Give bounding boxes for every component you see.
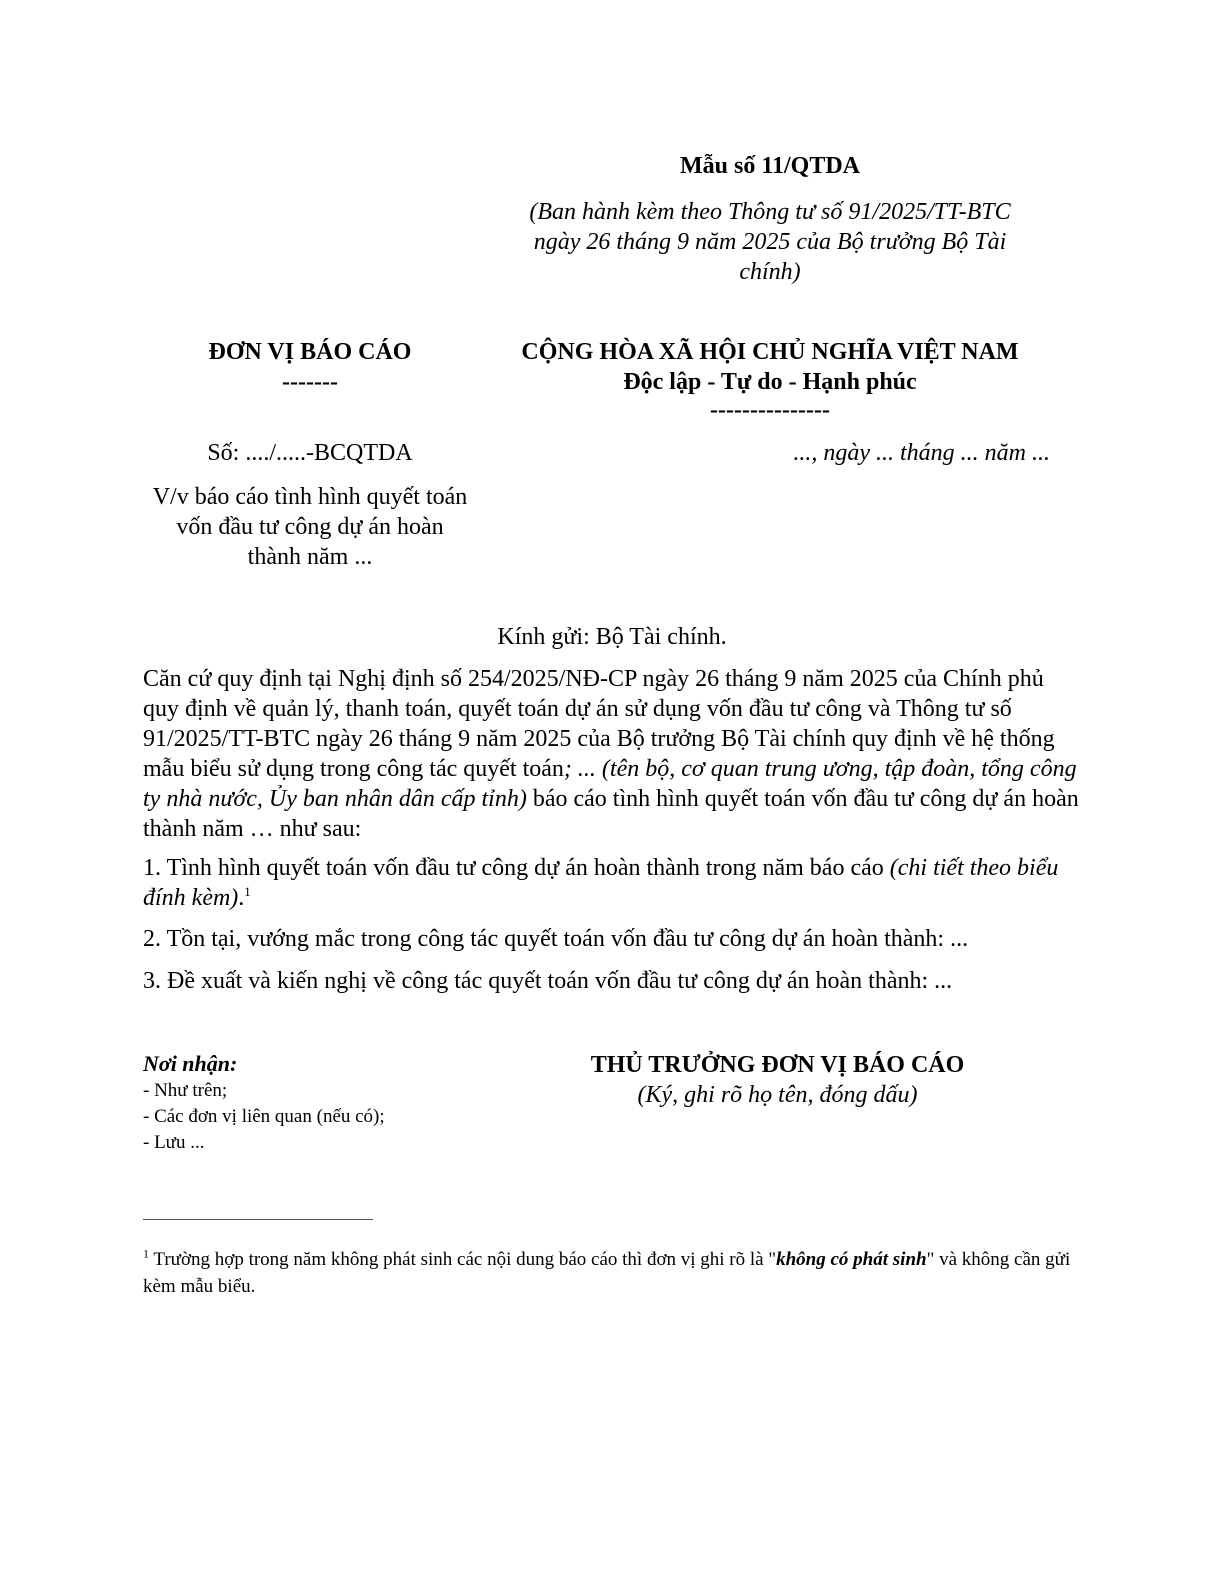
body-paragraph: [143, 664, 1081, 844]
nation-motto: Độc lập - Tự do - Hạnh phúc: [623, 369, 917, 395]
footnote: [143, 1246, 1083, 1300]
report-item-1: [143, 853, 1081, 913]
body-tail-text: báo cáo tình hình quyết toán vốn đầu tư công dự án hoàn thành năm … như sau:: [143, 786, 1079, 842]
reporting-unit-separator: -------: [282, 369, 338, 395]
document-subject: V/v báo cáo tình hình quyết toán vốn đầu tư công dự án hoàn thành năm ...: [152, 484, 468, 570]
footnote-emphasis: không có phát sinh: [776, 1249, 927, 1270]
signer-title: THỦ TRƯỞNG ĐƠN VỊ BÁO CÁO: [590, 1052, 965, 1078]
footnote-text: Trường hợp trong năm không phát sinh các nội dung báo cáo thì đơn vị ghi rõ là ": [149, 1249, 777, 1270]
reporting-unit-name: ĐƠN VỊ BÁO CÁO: [208, 339, 412, 365]
report-item-2: 2. Tồn tại, vướng mắc trong công tác quyết toán vốn đầu tư công dự án hoàn thành: ...: [143, 926, 969, 952]
place-date: ..., ngày ... tháng ... năm ...: [793, 440, 1050, 466]
signer-block: [540, 1050, 1015, 1110]
item-1-end: .: [238, 885, 245, 911]
footnote-mark: 1: [143, 1246, 149, 1261]
item-1-text: 1. Tình hình quyết toán vốn đầu tư công dự án hoàn thành trong năm báo cáo: [143, 855, 890, 881]
receiver-item: - Như trên;: [143, 1080, 228, 1101]
reporting-unit-block: [150, 337, 470, 397]
issuance-note: (Ban hành kèm theo Thông tư số 91/2025/TT-BTC ngày 26 tháng 9 năm 2025 của Bộ trưởng Bộ Tài chính): [529, 199, 1011, 285]
signer-note: (Ký, ghi rõ họ tên, đóng dấu): [637, 1082, 918, 1108]
footnote-reference[interactable]: 1: [244, 884, 251, 899]
report-item-3: 3. Đề xuất và kiến nghị về công tác quyết toán vốn đầu tư công dự án hoàn thành: ...: [143, 968, 953, 994]
nation-name: CỘNG HÒA XÃ HỘI CHỦ NGHĨA VIỆT NAM: [521, 339, 1019, 365]
nation-separator: ---------------: [710, 397, 830, 423]
document-number: Số: ..../.....-BCQTDA: [207, 440, 413, 466]
item-1-italic: (chi tiết theo biểu đính kèm): [143, 855, 1059, 911]
receiver-item: - Lưu ...: [143, 1132, 205, 1153]
form-number: Mẫu số 11/QTDA: [679, 153, 861, 179]
footnote-separator: [143, 1219, 373, 1220]
footnote-text-end: " và không cần gửi kèm mẫu biểu.: [143, 1249, 1071, 1297]
receivers-block: [143, 1050, 503, 1156]
body-italic-text: ; ... (tên bộ, cơ quan trung ương, tập đoàn, tổng công ty nhà nước, Ủy ban nhân dân cấp tỉnh): [143, 756, 1077, 812]
national-header-block: [480, 337, 1060, 423]
recipient-line: Kính gửi: Bộ Tài chính.: [497, 624, 727, 650]
body-text: Căn cứ quy định tại Nghị định số 254/2025/NĐ-CP ngày 26 tháng 9 năm 2025 của Chính phủ quy định về quản lý, thanh toán, quyết toán dự án sử dụng vốn đầu tư công và Thông tư số 91/2025/TT-BTC ngày 26 tháng 9 năm 2025 của Bộ trưởng Bộ Tài chính quy định về hệ thống mẫu biểu sử dụng trong công tác quyết toán: [143, 666, 1055, 782]
receiver-item: - Các đơn vị liên quan (nếu có);: [143, 1106, 385, 1127]
receivers-title: Nơi nhận:: [143, 1051, 238, 1076]
